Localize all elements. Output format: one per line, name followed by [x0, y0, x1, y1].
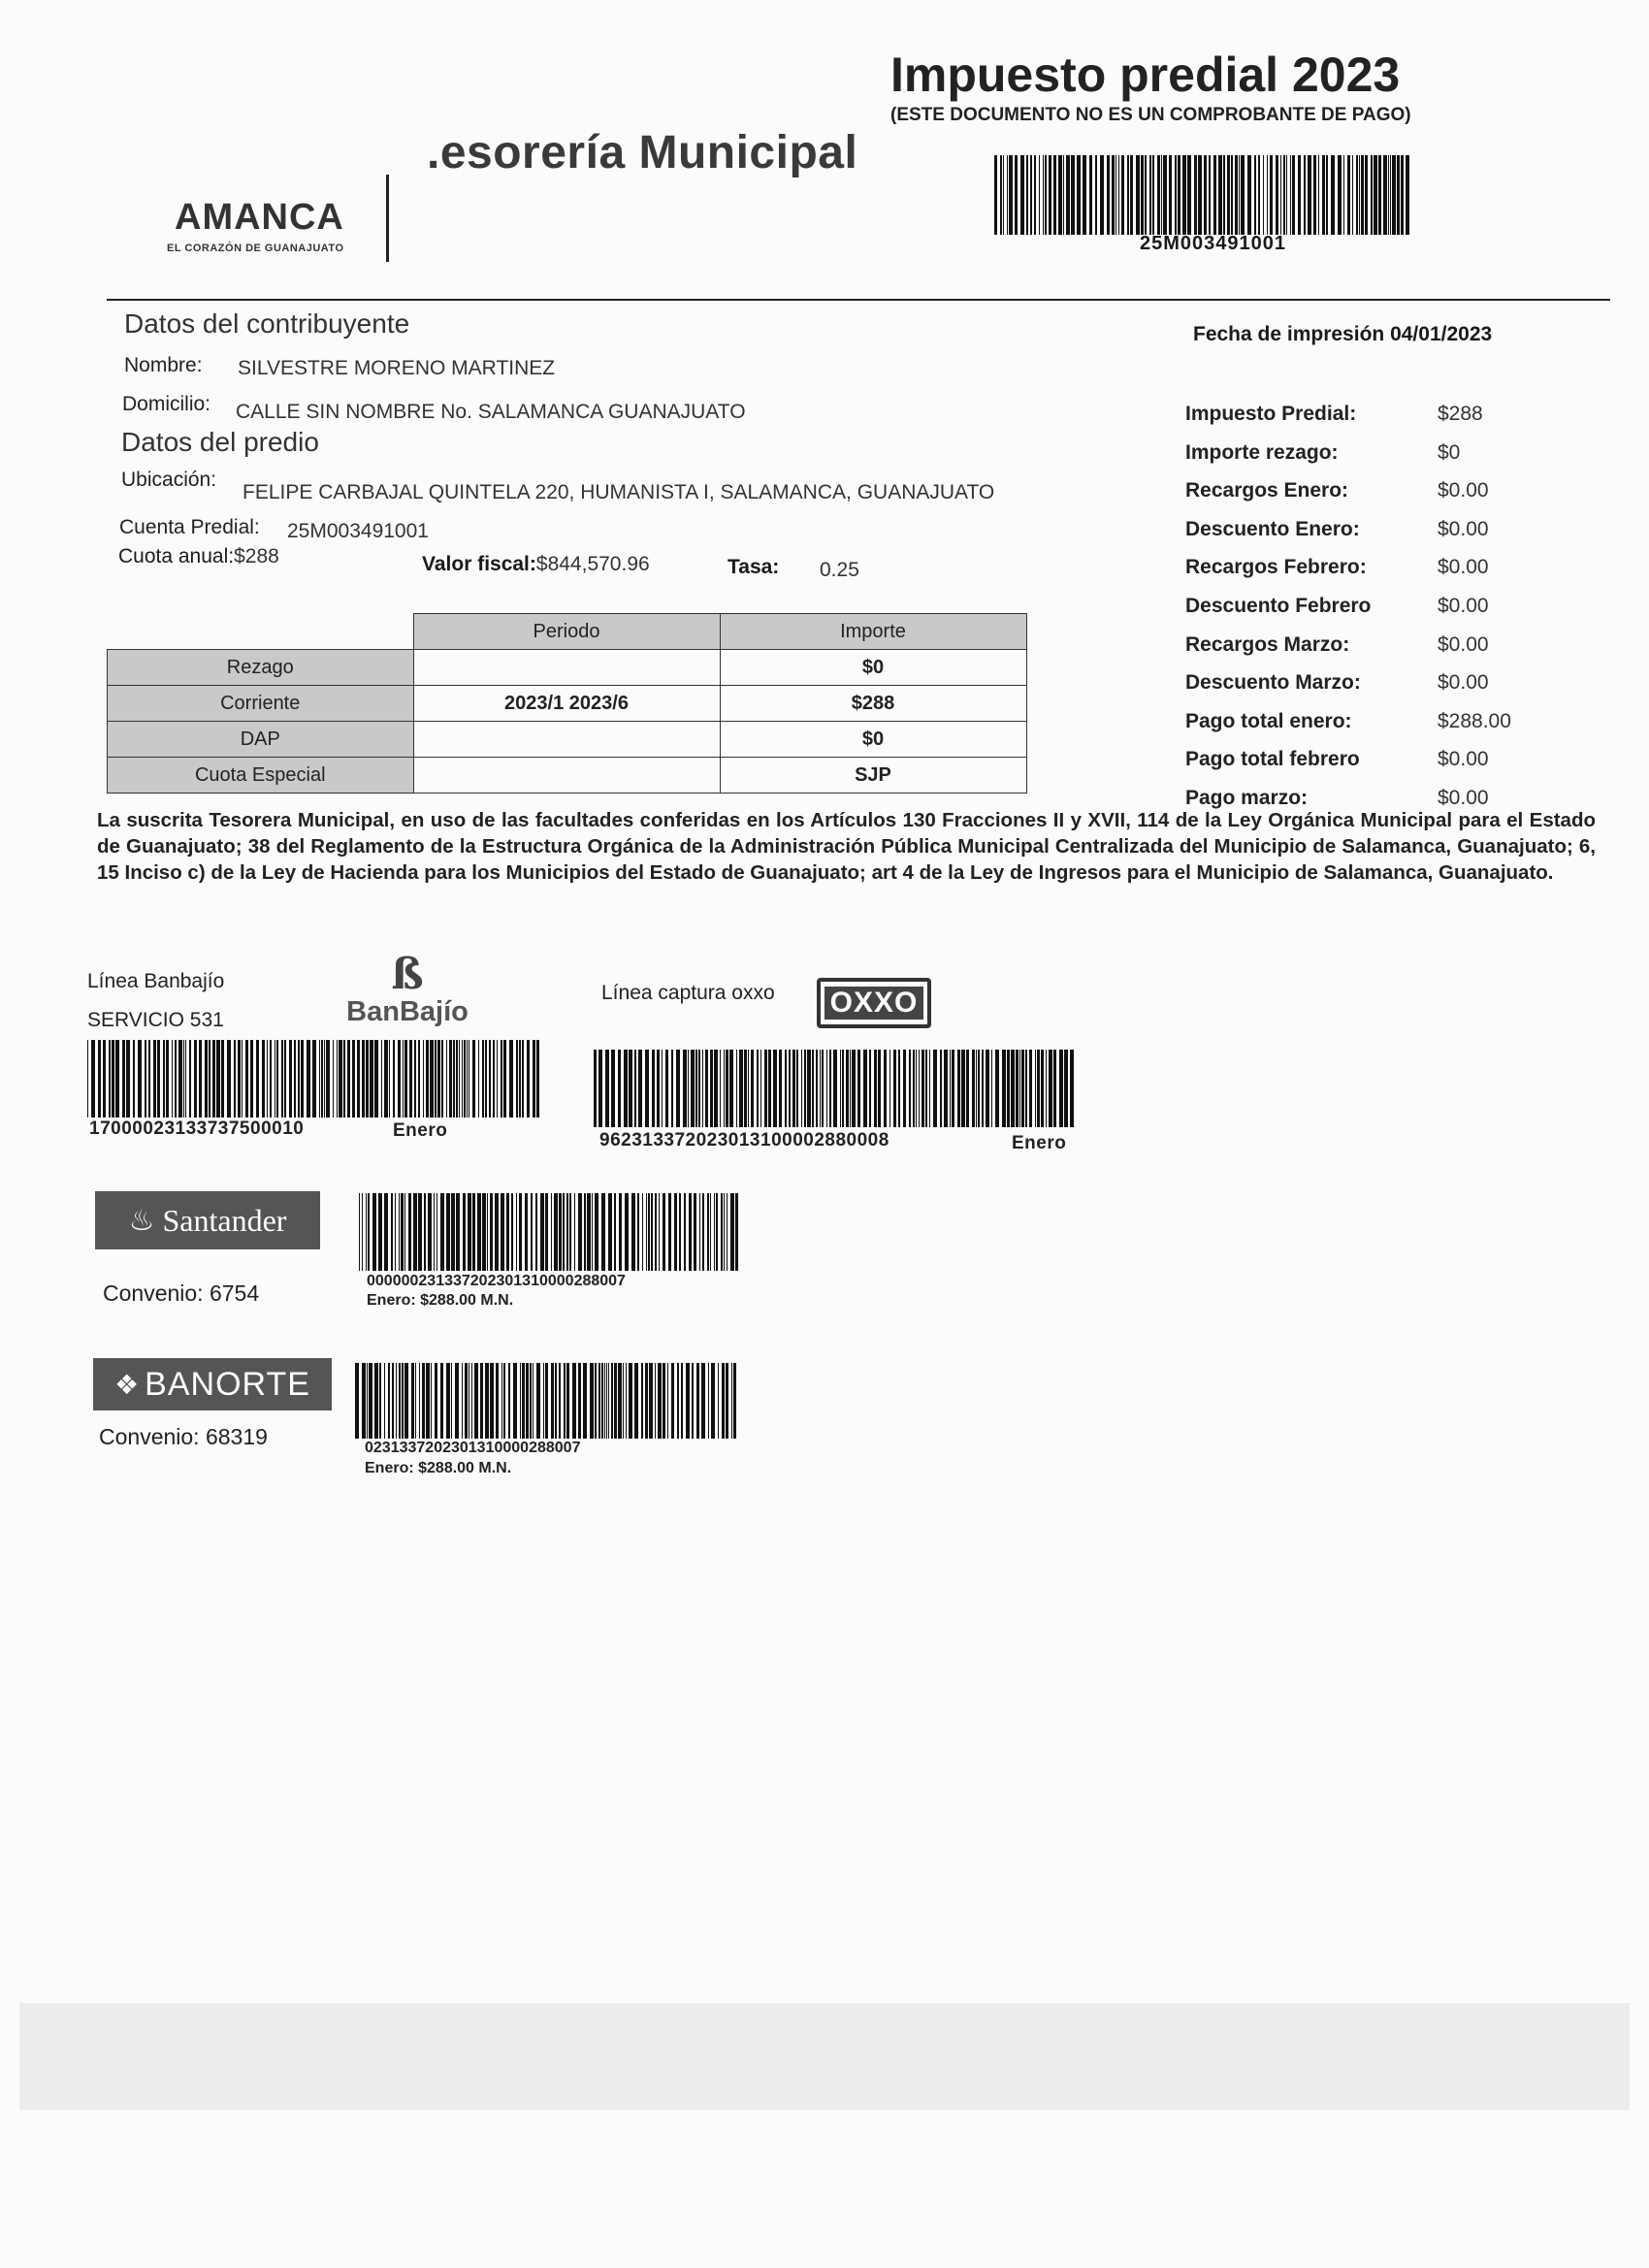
summary-label: Descuento Marzo:	[1185, 671, 1361, 695]
banorte-convenio: Convenio: 68319	[99, 1424, 268, 1449]
document-subtitle: (ESTE DOCUMENTO NO ES UN COMPROBANTE DE PAGO)	[890, 105, 1411, 125]
banbajio-logo	[335, 950, 480, 1028]
table-row	[108, 722, 1027, 758]
ubicacion-label: Ubicación:	[121, 469, 217, 491]
santander-logo	[95, 1191, 320, 1249]
santander-brand: Santander	[162, 1202, 287, 1238]
summary-label: Descuento Enero:	[1185, 517, 1360, 540]
summary-row	[1185, 556, 1535, 594]
summary-value: $0	[1438, 440, 1461, 464]
table-header-row	[108, 614, 1027, 650]
row-periodo	[413, 650, 720, 686]
fecha-label: Fecha de impresión	[1193, 323, 1385, 345]
summary-row	[1185, 633, 1535, 671]
row-importe: $0	[720, 650, 1026, 686]
row-concepto: Cuota Especial	[108, 758, 414, 794]
summary-row	[1185, 479, 1535, 517]
banbajio-servicio: SERVICIO 531	[87, 1009, 224, 1031]
summary-label: Descuento Febrero	[1185, 595, 1372, 617]
payment-summary	[1185, 403, 1554, 829]
santander-number: 000000231337202301310000288007	[367, 1273, 626, 1289]
domicilio-value: CALLE SIN NOMBRE No. SALAMANCA GUANAJUATO	[236, 401, 746, 423]
oxxo-label: Línea captura oxxo	[601, 982, 775, 1004]
nombre-value: SILVESTRE MORENO MARTINEZ	[238, 357, 556, 379]
cuota-value: $288	[234, 545, 279, 567]
summary-label: Pago total enero:	[1185, 709, 1352, 732]
row-periodo: 2023/1 2023/6	[413, 686, 720, 722]
legal-text: La suscrita Tesorera Municipal, en uso de las facultades conferidas en los Artículos 130 Fracciones II y XVII, 114 de la Ley Orgánica Municipal para el Estado de Guanajuato; 38 del Reglamento de la Estructura Orgánica de la Administración Pública Municipal Centralizada del Municipio de Salamanca, Guanajuato; 6, 15 Inciso c) de la Ley de Hacienda para los Municipios del Estado de Guanajuato; art 4 de la Ley de Ingresos para el Municipio de Salamanca, Guanajuato.	[97, 809, 1596, 884]
cuenta-value: 25M003491001	[287, 520, 429, 542]
valor-fiscal	[422, 553, 650, 576]
summary-value: $288	[1438, 403, 1483, 425]
summary-label: Pago total febrero	[1185, 748, 1360, 771]
header-divider	[107, 299, 1610, 301]
row-importe: $288	[720, 686, 1026, 722]
santander-barcode	[359, 1193, 742, 1271]
summary-value: $0.00	[1438, 787, 1489, 809]
periodo-table-wrap	[107, 613, 1027, 794]
banbajio-label: Línea Banbajío	[87, 970, 225, 992]
oxxo-logo	[817, 978, 931, 1028]
valor-value: $844,570.96	[535, 553, 650, 575]
predio-title: Datos del predio	[121, 427, 319, 457]
summary-label: Recargos Enero:	[1185, 479, 1349, 502]
scan-footer-shading	[19, 2003, 1630, 2110]
summary-value: $288.00	[1438, 709, 1511, 732]
banorte-emblem-icon: ❖	[114, 1369, 140, 1400]
header-barcode-number: 25M003491001	[1140, 233, 1287, 254]
banbajio-emblem-icon: ß	[391, 950, 424, 999]
logo-wordmark: AMANCA	[175, 197, 344, 238]
valor-label: Valor fiscal:	[422, 553, 536, 575]
summary-value: $0.00	[1438, 671, 1489, 695]
row-concepto: Corriente	[108, 686, 414, 722]
banbajio-barcode	[87, 1040, 543, 1118]
banbajio-month: Enero	[393, 1120, 448, 1141]
fecha-value: 04/01/2023	[1390, 323, 1493, 345]
santander-convenio: Convenio: 6754	[103, 1280, 260, 1306]
row-periodo	[413, 722, 720, 758]
municipal-logo	[155, 189, 398, 262]
oxxo-number: 962313372023013100002880008	[599, 1130, 889, 1150]
document-title: Impuesto predial 2023	[890, 48, 1401, 102]
banbajio-brand: BanBajío	[346, 996, 469, 1027]
logo-divider	[386, 175, 389, 262]
santander-amount: Enero: $288.00 M.N.	[367, 1292, 514, 1309]
fecha-impresion	[1193, 323, 1492, 346]
table-row	[108, 650, 1027, 686]
summary-value: $0.00	[1438, 595, 1489, 617]
row-importe: $0	[720, 722, 1026, 758]
row-periodo	[413, 758, 720, 794]
tasa-value: 0.25	[820, 559, 859, 581]
office-name: .esorería Municipal	[427, 127, 858, 178]
banorte-amount: Enero: $288.00 M.N.	[365, 1460, 512, 1476]
banorte-number: 0231337202301310000288007	[365, 1440, 581, 1456]
row-concepto: DAP	[108, 722, 414, 758]
summary-row	[1185, 595, 1535, 632]
domicilio-label: Domicilio:	[122, 393, 211, 415]
cuenta-label: Cuenta Predial:	[119, 516, 260, 538]
summary-label: Recargos Febrero:	[1185, 556, 1367, 579]
summary-value: $0.00	[1438, 479, 1489, 502]
summary-row	[1185, 748, 1535, 786]
summary-value: $0.00	[1438, 517, 1489, 540]
contribuyente-title: Datos del contribuyente	[124, 308, 410, 339]
summary-value: $0.00	[1438, 748, 1489, 771]
oxxo-brand: OXXO	[824, 987, 924, 1020]
summary-row	[1185, 710, 1535, 748]
banbajio-number: 17000023133737500010	[89, 1118, 305, 1139]
cuota-anual	[118, 545, 279, 568]
santander-flame-icon: ♨	[128, 1204, 155, 1237]
nombre-label: Nombre:	[124, 354, 203, 376]
logo-tagline: EL CORAZÓN DE GUANAJUATO	[167, 243, 344, 254]
table-row	[108, 686, 1027, 722]
summary-row	[1185, 403, 1535, 440]
table-row	[108, 758, 1027, 794]
periodo-table	[107, 613, 1027, 794]
summary-label: Recargos Marzo:	[1185, 632, 1350, 656]
banorte-logo	[93, 1358, 332, 1410]
summary-value: $0.00	[1438, 556, 1489, 579]
oxxo-barcode	[594, 1050, 1081, 1127]
header-barcode	[994, 155, 1416, 235]
summary-label: Pago marzo:	[1185, 787, 1309, 809]
summary-row	[1185, 671, 1535, 709]
row-importe: SJP	[720, 758, 1026, 794]
summary-row	[1185, 518, 1535, 556]
oxxo-month: Enero	[1012, 1133, 1067, 1153]
summary-label: Importe rezago:	[1185, 440, 1339, 464]
banorte-barcode	[355, 1363, 739, 1439]
header-importe: Importe	[720, 614, 1026, 650]
tasa-label: Tasa:	[728, 556, 780, 578]
summary-label: Impuesto Predial:	[1185, 403, 1357, 425]
banorte-brand: BANORTE	[145, 1365, 310, 1403]
ubicacion-value: FELIPE CARBAJAL QUINTELA 220, HUMANISTA I, SALAMANCA, GUANAJUATO	[242, 481, 995, 503]
summary-row	[1185, 441, 1535, 479]
summary-value: $0.00	[1438, 632, 1489, 656]
row-concepto: Rezago	[108, 650, 414, 686]
cuota-label: Cuota anual:	[118, 545, 235, 567]
header-periodo: Periodo	[413, 614, 720, 650]
table-corner	[108, 614, 414, 650]
